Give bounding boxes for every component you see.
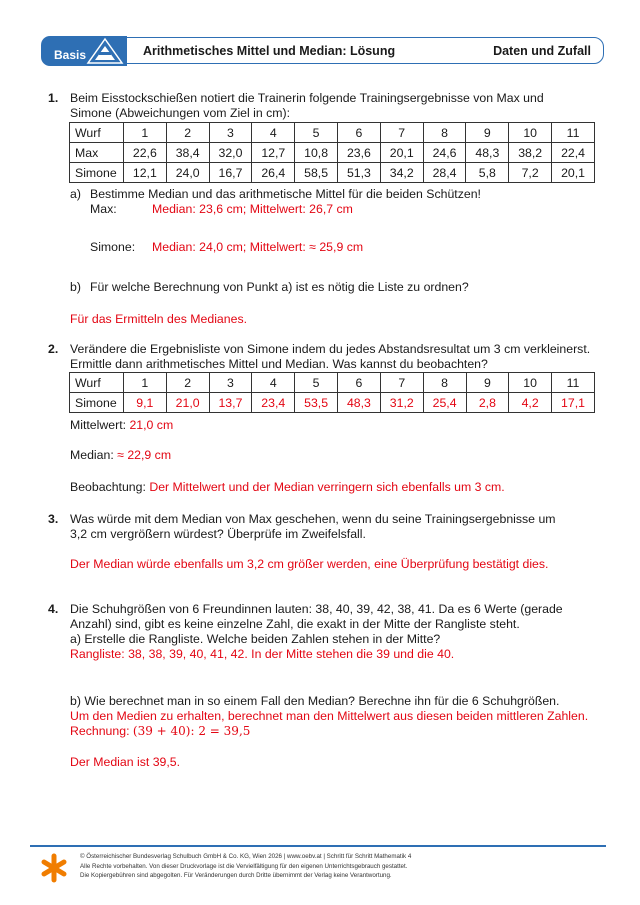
table-cell: 32,0 (209, 143, 252, 163)
table-cell: 2 (166, 123, 209, 143)
table-cell: 48,3 (338, 393, 381, 413)
table-cell: 16,7 (209, 163, 252, 183)
table-cell: 7,2 (509, 163, 552, 183)
table-cell: 53,5 (295, 393, 338, 413)
table-cell: 5,8 (466, 163, 509, 183)
table-cell: 20,1 (552, 163, 595, 183)
table-cell: 8 (423, 123, 466, 143)
table-cell: 38,4 (166, 143, 209, 163)
footer-line-2: Alle Rechte vorbehalten. Von dieser Druckvorlage ist die Vervielfältigung für den eigenen Unterrichtsgebrauch gestattet. (80, 862, 408, 870)
table-cell: 25,4 (423, 393, 466, 413)
task-1b-answer: Für das Ermitteln des Medianes. (70, 312, 248, 326)
table-cell: 6 (338, 123, 381, 143)
task-4b-answer: Um den Medien zu erhalten, berechnet man den Mittelwert aus diesen beiden mittleren Zahlen. (70, 709, 589, 723)
task-3-text-line1: Was würde mit dem Median von Max geschehen, wenn du seine Trainingsergebnisse um (70, 512, 556, 526)
page-title: Arithmetisches Mittel und Median: Lösung (143, 44, 396, 58)
task-1b-label: b) (70, 280, 81, 294)
task-4-text-line1: Die Schuhgrößen von 6 Freundinnen lauten: 38, 40, 39, 42, 38, 41. Da es 6 Werte (gerade (70, 602, 563, 616)
table-cell: 28,4 (423, 163, 466, 183)
task-4-text-line2: Anzahl) sind, gibt es keine einzelne Zahl, die exakt in der Mitte der Rangliste steht. (70, 617, 520, 631)
table-cell: 17,1 (552, 393, 595, 413)
task-4b-result: Der Median ist 39,5. (70, 755, 181, 769)
simone-label: Simone: (90, 240, 136, 254)
table-cell: 24,6 (423, 143, 466, 163)
table-cell: 22,4 (552, 143, 595, 163)
table-cell: 8 (423, 373, 466, 393)
task-4a-text: a) Erstelle die Rangliste. Welche beiden Zahlen stehen in der Mitte? (70, 632, 441, 646)
task-3-number: 3. (48, 512, 59, 526)
level-badge (41, 36, 127, 66)
table-cell: 23,6 (338, 143, 381, 163)
calc-label: Rechnung: (70, 724, 130, 738)
table-cell: 48,3 (466, 143, 509, 163)
table-cell: 10 (509, 123, 552, 143)
task-2-number: 2. (48, 342, 59, 356)
max-label: Max: (90, 202, 117, 216)
footer-line-3: Die Kopiergebühren sind abgegolten. Für Veränderungen durch Dritte übernimmt der Verlag keine Verantwortung. (80, 872, 392, 879)
task-2-text-line1: Verändere die Ergebnisliste von Simone indem du jedes Abstandsresultat um 3 cm verkleinerst. (70, 342, 591, 356)
table-cell: 11 (552, 123, 595, 143)
table-cell: 20,1 (380, 143, 423, 163)
footer-divider (30, 845, 606, 847)
table-cell: 22,6 (123, 143, 166, 163)
task-4b-calc (70, 724, 250, 739)
task-2-table (69, 372, 595, 413)
task-1-number: 1. (48, 91, 59, 105)
table-cell: 4 (252, 373, 295, 393)
table-cell: 4,2 (509, 393, 552, 413)
table-cell: Wurf (70, 123, 124, 143)
task-1a-text: Bestimme Median und das arithmetische Mittel für die beiden Schützen! (90, 187, 481, 201)
table-cell: 58,5 (295, 163, 338, 183)
table-cell: 10 (509, 373, 552, 393)
task-4-number: 4. (48, 602, 59, 616)
table-cell: 51,3 (338, 163, 381, 183)
page-header (42, 37, 604, 64)
max-answer: Median: 23,6 cm; Mittelwert: 26,7 cm (152, 202, 353, 216)
table-cell: 4 (252, 123, 295, 143)
table-cell: 3 (209, 373, 252, 393)
observation-label: Beobachtung: (70, 480, 146, 494)
table-cell: 6 (338, 373, 381, 393)
table-cell: 9,1 (123, 393, 166, 413)
footer-text (80, 852, 411, 881)
table-cell: 31,2 (380, 393, 423, 413)
table-cell: 2,8 (466, 393, 509, 413)
table-cell: 21,0 (166, 393, 209, 413)
task-3-answer: Der Median würde ebenfalls um 3,2 cm größer werden, eine Überprüfung bestätigt dies. (70, 557, 549, 571)
task-4a-answer: Rangliste: 38, 38, 39, 40, 41, 42. In der Mitte stehen die 39 und die 40. (70, 647, 455, 661)
table-cell: 9 (466, 373, 509, 393)
simone-answer: Median: 24,0 cm; Mittelwert: ≈ 25,9 cm (152, 240, 364, 254)
median-label-text: Median: (70, 448, 114, 462)
mean-value: 21,0 cm (129, 418, 174, 432)
section-title: Daten und Zufall (493, 44, 591, 58)
publisher-logo-icon (40, 852, 68, 884)
table-cell: 3 (209, 123, 252, 143)
mean-label (70, 418, 173, 433)
table-cell: 11 (552, 373, 595, 393)
mean-label-text: Mittelwert: (70, 418, 127, 432)
task-1-text-line1: Beim Eisstockschießen notiert die Trainerin folgende Trainingsergebnisse von Max und (70, 91, 544, 105)
observation (70, 480, 505, 495)
table-cell: 9 (466, 123, 509, 143)
level-badge-label: Basis (54, 48, 87, 62)
task-4b-text: b) Wie berechnet man in so einem Fall den Median? Berechne ihn für die 6 Schuhgrößen. (70, 694, 560, 708)
table-cell: 24,0 (166, 163, 209, 183)
table-cell: 1 (123, 123, 166, 143)
observation-value: Der Mittelwert und der Median verringern sich ebenfalls um 3 cm. (149, 480, 505, 494)
calc-formula: (39 + 40): 2 = 39,5 (132, 724, 251, 738)
task-1a-label: a) (70, 187, 81, 201)
task-3-text-line2: 3,2 cm vergrößern würdest? Überprüfe im Zweifelsfall. (70, 527, 366, 541)
median-value: ≈ 22,9 cm (117, 448, 172, 462)
table-header-row (70, 123, 595, 143)
table-cell: Wurf (70, 373, 124, 393)
table-cell: Simone (70, 393, 124, 413)
table-cell: 5 (295, 123, 338, 143)
table-cell: Max (70, 143, 124, 163)
median-label (70, 448, 171, 463)
table-cell: 13,7 (209, 393, 252, 413)
table-header-row (70, 373, 595, 393)
table-cell: 2 (166, 373, 209, 393)
table-cell: 23,4 (252, 393, 295, 413)
triangle-level-icon (85, 37, 125, 65)
table-cell: 10,8 (295, 143, 338, 163)
task-1b-text: Für welche Berechnung von Punkt a) ist es nötig die Liste zu ordnen? (90, 280, 469, 294)
table-cell: 7 (380, 373, 423, 393)
table-cell: 26,4 (252, 163, 295, 183)
table-cell: 12,7 (252, 143, 295, 163)
table-row (70, 163, 595, 183)
task-1-text-line2: Simone (Abweichungen vom Ziel in cm): (70, 106, 291, 120)
table-cell: 5 (295, 373, 338, 393)
table-cell: Simone (70, 163, 124, 183)
table-row (70, 143, 595, 163)
table-row (70, 393, 595, 413)
table-cell: 34,2 (380, 163, 423, 183)
table-cell: 12,1 (123, 163, 166, 183)
footer-line-1: © Österreichischer Bundesverlag Schulbuch GmbH & Co. KG, Wien 2026 | www.oebv.at | Schritt für Schritt Mathematik 4 (80, 853, 412, 860)
table-cell: 1 (123, 373, 166, 393)
task-2-text-line2: Ermittle dann arithmetisches Mittel und Median. Was kannst du beobachten? (70, 357, 488, 371)
table-cell: 7 (380, 123, 423, 143)
task-1-table (69, 122, 595, 183)
table-cell: 38,2 (509, 143, 552, 163)
